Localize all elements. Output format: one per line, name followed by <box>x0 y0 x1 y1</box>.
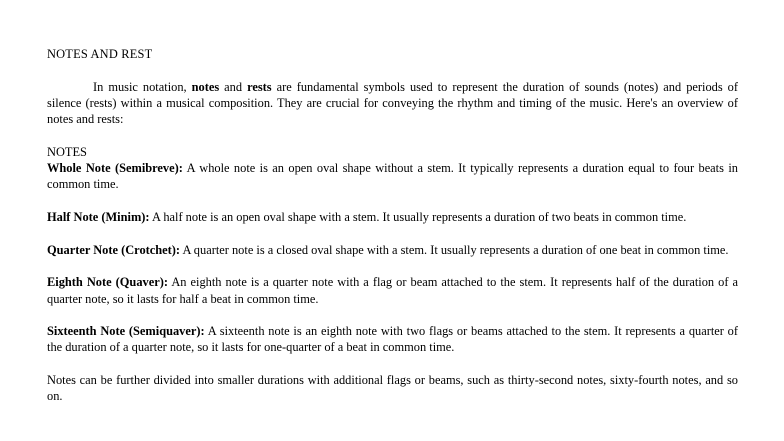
definition-text: A whole note is an open oval shape without a stem. It typically represents a duration equal to four beats in common time. <box>47 161 738 192</box>
closing-paragraph: Notes can be further divided into smaller durations with additional flags or beams, such as thirty-second notes, sixty-fourth notes, and so on. <box>47 373 738 404</box>
intro-text-start: In music notation, <box>93 79 192 94</box>
intro-text-and: and <box>219 79 248 94</box>
document-page <box>47 46 738 405</box>
intro-text-end: are fundamental symbols used to represent the duration of sounds (notes) and periods of silence (rests) within a musical composition. They are crucial for conveying the rhythm and timing of the music. Here's an overview of notes and rests: <box>47 79 738 127</box>
definition-whole-note <box>47 160 738 192</box>
definition-term: Sixteenth Note (Semiquaver): <box>47 324 205 339</box>
definition-text: A sixteenth note is an eighth note with two flags or beams attached to the stem. It represents a quarter of the duration of a quarter note, so it lasts for one-quarter of a beat in common time. <box>47 324 739 355</box>
notes-section-heading: NOTES <box>47 144 87 159</box>
definition-text: A half note is an open oval shape with a stem. It usually represents a duration of two beats in common time. <box>149 209 687 224</box>
definition-half-note <box>47 209 738 225</box>
intro-bold-notes: notes <box>191 79 220 94</box>
definition-text: A quarter note is a closed oval shape with a stem. It usually represents a duration of one beat in common time. <box>180 242 729 257</box>
definition-term: Eighth Note (Quaver): <box>47 275 168 290</box>
intro-paragraph <box>47 79 738 128</box>
intro-bold-rests: rests <box>247 79 272 94</box>
definition-quarter-note <box>47 242 738 258</box>
definition-term: Whole Note (Semibreve): <box>47 161 183 176</box>
definition-eighth-note <box>47 274 738 306</box>
definition-term: Quarter Note (Crotchet): <box>47 242 181 257</box>
definition-term: Half Note (Minim): <box>47 209 150 224</box>
definition-text: An eighth note is a quarter note with a flag or beam attached to the stem. It represents half of the duration of a quarter note, so it lasts for half a beat in common time. <box>47 275 738 306</box>
document-title: NOTES AND REST <box>47 47 153 61</box>
definition-sixteenth-note <box>47 323 738 355</box>
